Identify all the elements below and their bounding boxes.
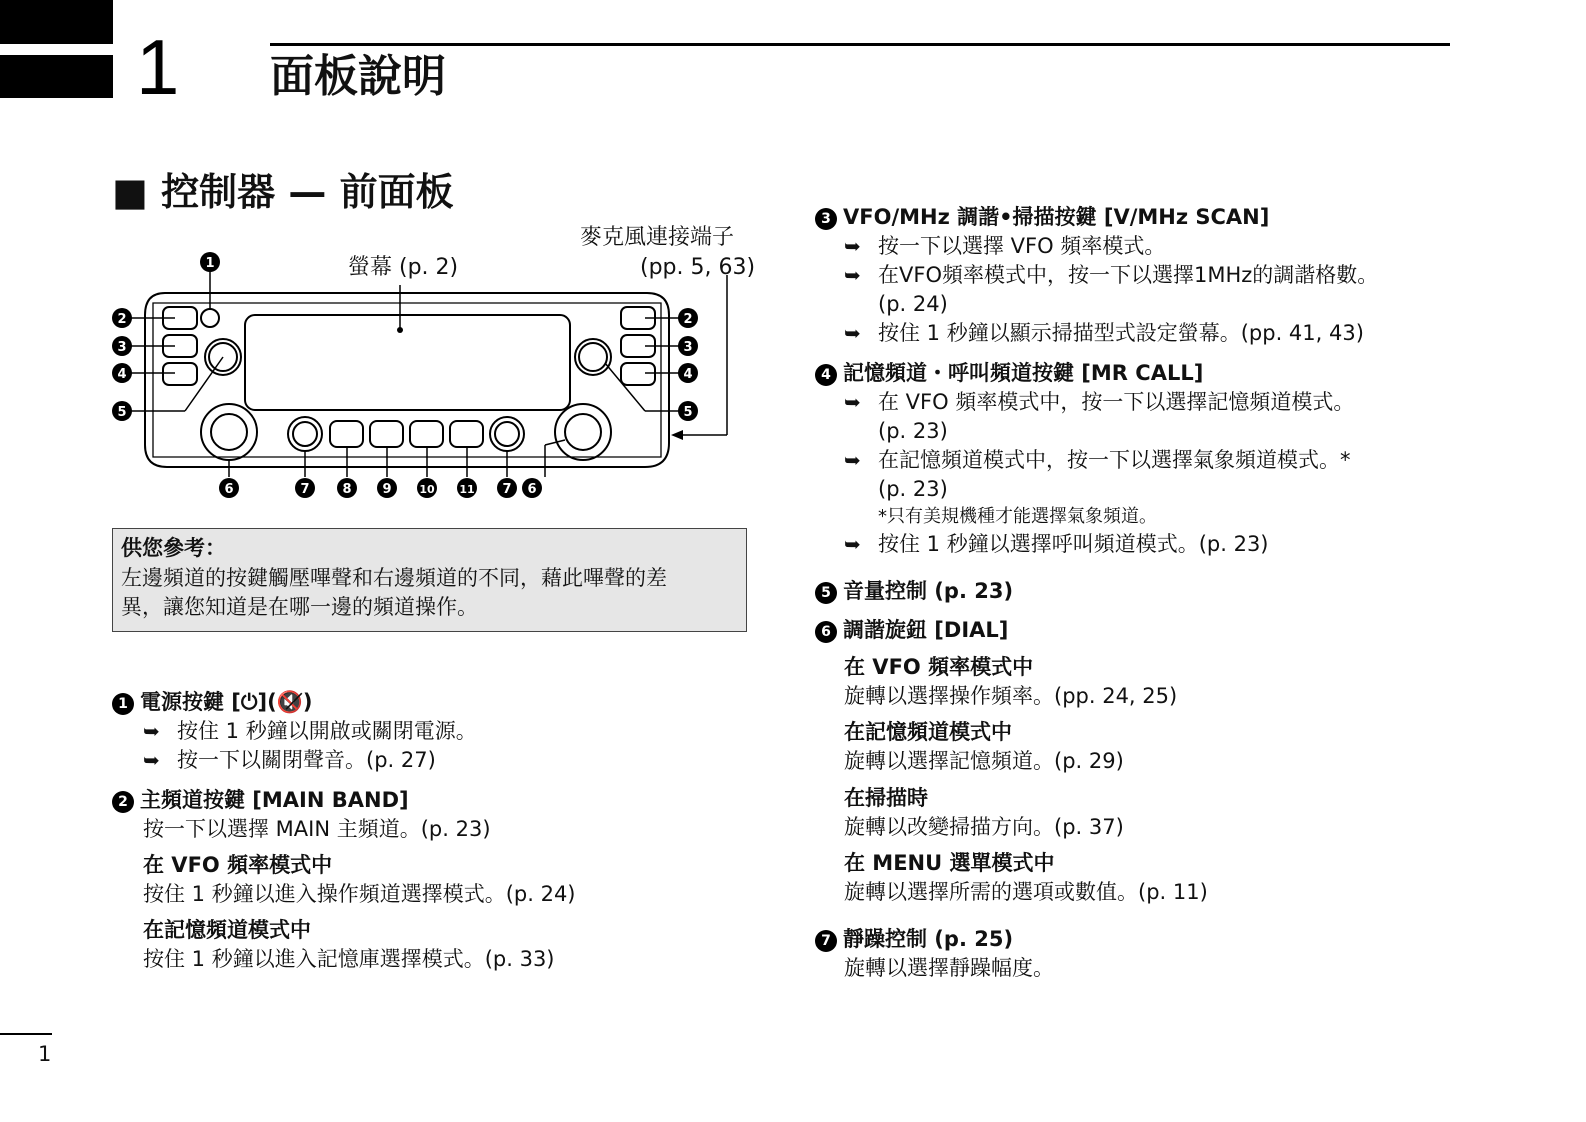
svg-text:4: 4 <box>117 367 127 382</box>
note-line2: 異，讓您知道是在哪一邊的頻道操作。 <box>121 595 478 619</box>
right-button-mr <box>621 363 655 385</box>
item-6-sub2-text: 旋轉以選擇記憶頻道。(p. 29) <box>844 749 1124 773</box>
item-4-number: 4 <box>815 364 837 386</box>
svg-text:6: 6 <box>527 482 537 497</box>
item-2-sub2-heading: 在記憶頻道模式中 <box>143 918 311 942</box>
item-6-number: 6 <box>815 621 837 643</box>
svg-text:11: 11 <box>459 483 475 496</box>
item-4-bullet-3: ➥ 按住 1 秒鐘以選擇呼叫頻道模式。(p. 23) <box>844 532 1269 556</box>
item-5-title: 音量控制 (p. 23) <box>843 579 1014 603</box>
bottom-key-9 <box>370 421 403 447</box>
item-4-bullet-1-ref: (p. 23) <box>878 419 948 443</box>
item-5-number: 5 <box>815 582 837 604</box>
power-button <box>201 309 219 327</box>
item-6-sub4-heading: 在 MENU 選單模式中 <box>844 851 1055 875</box>
item-1-title: 電源按鍵 [⏻](🔇̸) <box>140 690 313 714</box>
svg-text:7: 7 <box>300 482 310 497</box>
item-4-bullet-2: ➥ 在記憶頻道模式中，按一下以選擇氣象頻道模式。* <box>844 448 1351 472</box>
footer-rule <box>0 1033 52 1035</box>
chapter-tab-top <box>0 0 113 44</box>
item-6-sub1-text: 旋轉以選擇操作頻率。(pp. 24, 25) <box>844 684 1178 708</box>
bottom-key-8 <box>330 421 363 447</box>
bottom-key-11 <box>450 421 483 447</box>
item-2-heading <box>112 786 409 815</box>
item-6-sub4-text: 旋轉以選擇所需的選項或數值。(p. 11) <box>844 880 1208 904</box>
item-4-heading <box>815 359 1203 388</box>
svg-text:3: 3 <box>117 340 127 355</box>
item-1-heading <box>112 688 312 717</box>
item-3-bullet-2: ➥ 在VFO頻率模式中，按一下以選擇1MHz的調諧格數。 <box>844 263 1379 287</box>
svg-text:1: 1 <box>205 256 215 271</box>
right-volume-knob <box>575 339 611 375</box>
svg-text:4: 4 <box>683 367 693 382</box>
front-panel-diagram <box>105 245 745 510</box>
panel-outer <box>145 293 669 467</box>
svg-text:2: 2 <box>117 312 127 327</box>
display-label: 螢幕 (p. 2) <box>348 255 459 280</box>
panel-inner <box>153 303 661 457</box>
svg-text:8: 8 <box>342 482 352 497</box>
item-1-bullet-2: ➥ 按一下以關閉聲音。(p. 27) <box>143 748 436 772</box>
item-2-number: 2 <box>112 791 134 813</box>
note-title: 供您參考： <box>121 536 226 560</box>
bottom-key-10 <box>410 421 443 447</box>
page-number: 1 <box>38 1042 52 1066</box>
item-4-title: 記憶頻道・呼叫頻道按鍵 [MR CALL] <box>843 361 1204 385</box>
chapter-title: 面板說明 <box>270 51 446 102</box>
item-1-bullet-1: ➥ 按住 1 秒鐘以開啟或關閉電源。 <box>143 719 477 743</box>
item-6-sub2-heading: 在記憶頻道模式中 <box>844 720 1012 744</box>
item-7-number: 7 <box>815 930 837 952</box>
item-2-sub1-heading: 在 VFO 頻率模式中 <box>143 853 333 877</box>
svg-text:2: 2 <box>683 312 693 327</box>
mic-label-line1: 麥克風連接端子 <box>580 225 735 250</box>
item-3-heading <box>815 203 1269 232</box>
left-button-mr <box>163 363 197 385</box>
item-6-sub3-text: 旋轉以改變掃描方向。(p. 37) <box>844 815 1124 839</box>
svg-text:5: 5 <box>683 405 693 420</box>
left-dial <box>201 404 257 460</box>
item-3-bullet-2-ref: (p. 24) <box>878 292 948 316</box>
item-3-number: 3 <box>815 208 837 230</box>
item-7-title: 靜躁控制 (p. 25) <box>843 927 1014 951</box>
item-3-bullet-3: ➥ 按住 1 秒鐘以顯示掃描型式設定螢幕。(pp. 41, 43) <box>844 321 1364 345</box>
item-2-sub2-text: 按住 1 秒鐘以進入記憶庫選擇模式。(p. 33) <box>143 947 555 971</box>
item-4-bullet-1: ➥ 在 VFO 頻率模式中，按一下以選擇記憶頻道模式。 <box>844 390 1355 414</box>
svg-text:9: 9 <box>382 482 392 497</box>
svg-text:5: 5 <box>117 405 127 420</box>
item-5-heading <box>815 577 1013 606</box>
note-line1: 左邊頻道的按鍵觸壓嗶聲和右邊頻道的不同，藉此嗶聲的差 <box>121 566 667 590</box>
svg-text:10: 10 <box>419 483 435 496</box>
item-1-number: 1 <box>112 693 134 715</box>
item-2-title: 主頻道按鍵 [MAIN BAND] <box>140 788 409 812</box>
item-6-sub1-heading: 在 VFO 頻率模式中 <box>844 655 1034 679</box>
reference-note-box <box>112 528 747 632</box>
item-6-sub3-heading: 在掃描時 <box>844 786 928 810</box>
mic-label-line2: (pp. 5, 63) <box>640 255 756 280</box>
svg-text:6: 6 <box>224 482 234 497</box>
chapter-tab-bottom <box>0 55 113 98</box>
item-2-desc: 按一下以選擇 MAIN 主頻道。(p. 23) <box>143 817 491 841</box>
display-screen <box>245 315 570 410</box>
svg-text:7: 7 <box>502 482 512 497</box>
item-3-bullet-1: ➥ 按一下以選擇 VFO 頻率模式。 <box>844 234 1166 258</box>
item-6-title: 調諧旋鈕 [DIAL] <box>843 618 1009 642</box>
chapter-number: 1 <box>136 23 180 111</box>
chapter-rule <box>270 43 1450 46</box>
item-6-heading <box>815 616 1008 645</box>
item-4-footnote: *只有美規機種才能選擇氣象頻道。 <box>878 506 1157 527</box>
svg-text:3: 3 <box>683 340 693 355</box>
item-3-title: VFO/MHz 調諧•掃描按鍵 [V/MHz SCAN] <box>843 205 1270 229</box>
item-2-sub1-text: 按住 1 秒鐘以進入操作頻道選擇模式。(p. 24) <box>143 882 576 906</box>
item-7-desc: 旋轉以選擇靜躁幅度。 <box>844 956 1054 980</box>
item-4-bullet-2-ref: (p. 23) <box>878 477 948 501</box>
section-title: ■ 控制器 — 前面板 <box>112 170 454 214</box>
right-dial <box>555 404 611 460</box>
item-7-heading <box>815 925 1013 954</box>
